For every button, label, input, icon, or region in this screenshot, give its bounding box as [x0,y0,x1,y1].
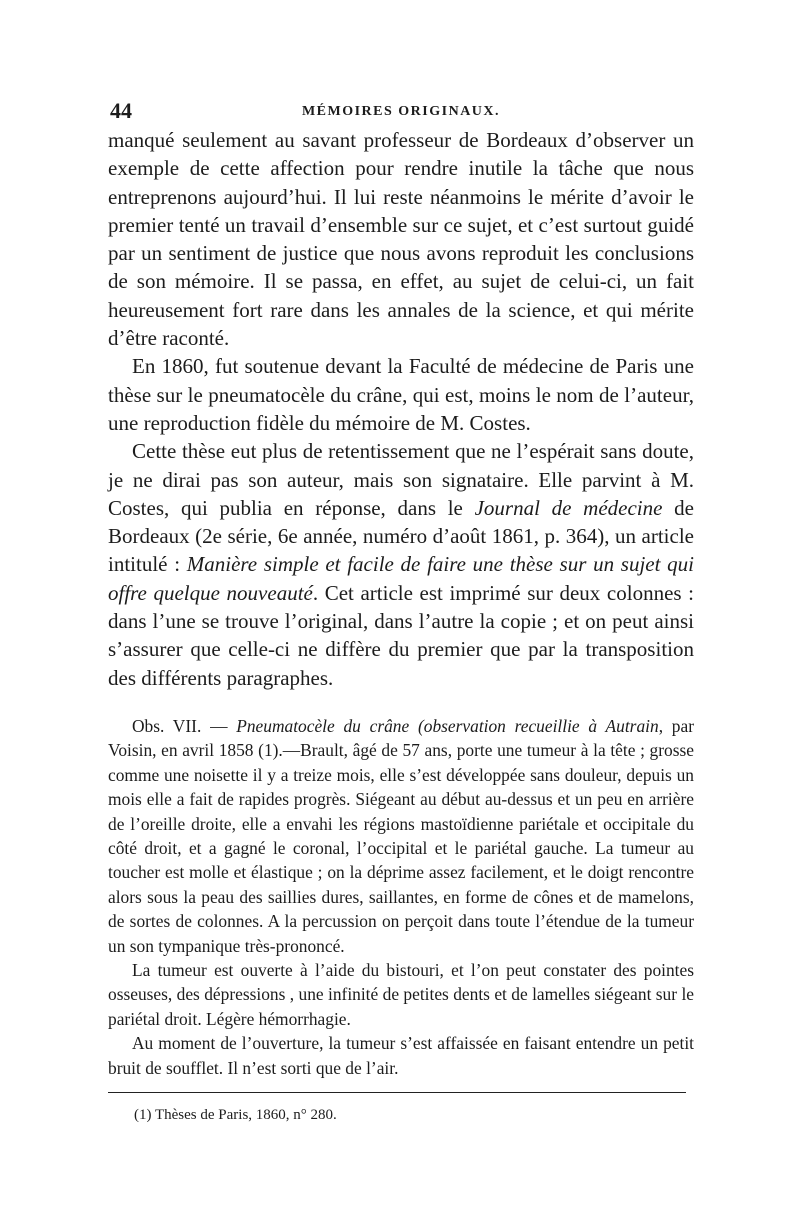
page [108,96,694,1125]
running-title: MÉMOIRES ORIGINAUX. [301,104,501,119]
observation-paragraph-1 [108,714,694,958]
journal-title: Journal de médecine [474,495,663,520]
running-head [108,96,694,126]
paragraph-3 [108,437,694,692]
observation-text: , par Voisin, en avril 1858 (1).—Brault, âgé de 57 ans, porte une tumeur à la tête ; grosse comme une noisette il y a treize mois, elle s’est développée sans douleur, depuis un mois elle a fait de rapides progrès. Siégeant au début au-dessus et un peu en arrière de l’oreille droite, elle a envahi les régions mastoïdienne pariétale et occipitale du côté droit, et a gagné le coronal, l’occipital et le pariétal gauche. La tumeur au toucher est molle et élastique ; on la déprime assez facilement, et le doigt rencontre alors sous la peau des saillies dures, saillantes, en forme de cônes et de mamelons, de sortes de colonnes. A la percussion on perçoit dans toute l’étendue de la tumeur un son tympanique très-prononcé. [108,715,694,956]
observation-dash: — [201,715,237,736]
article-title: Manière simple et facile de faire une thèse sur un sujet qui offre quelque nouveauté [108,552,695,605]
paragraph-3-part-b: de Bordeaux (2e série, 6e année, numéro d’août 1861, p. 364), un article intitulé : [108,495,695,577]
observation-label: Obs. VII. [132,715,202,736]
paragraph-2: En 1860, fut soutenue devant la Faculté de médecine de Paris une thèse sur le pneumatocèle du crâne, qui est, moins le nom de l’auteur, une reproduction fidèle du mémoire de M. Costes. [108,354,694,435]
observation-paragraph-2: La tumeur est ouverte à l’aide du bistouri, et l’on peut constater des pointes osseuses, des dépressions , une infinité de petites dents et de lamelles siégeant sur le pariétal droit. Légère hémorrhagie. [108,960,694,1029]
paragraph-1: manqué seulement au savant professeur de Bordeaux d’observer un exemple de cette affection pour rendre inutile la tâche que nous entreprenons aujourd’hui. Il lui reste néanmoins le mérite d’avoir le premier tenté un travail d’ensemble sur ce sujet, et c’est surtout guidé par un sentiment de justice que nous avons reproduit les conclusions de son mémoire. Il se passa, en effet, au sujet de celui-ci, un fait heureusement fort rare dans les annales de la science, et qui mérite d’être raconté. [108,128,694,351]
paragraph-3-part-c: . Cet article est imprimé sur deux colonnes : dans l’une se trouve l’original, dans l’autre la copie ; et on peut ainsi s’assurer que celle-ci ne diffère du premier que par la transposition des différents paragraphes. [108,580,694,690]
footnote-rule [108,1092,686,1093]
observation-paragraph-3: Au moment de l’ouverture, la tumeur s’est affaissée en faisant entendre un petit bruit de soufflet. Il n’est sorti que de l’air. [108,1033,694,1078]
main-text [108,126,694,692]
observation-block [108,714,694,1080]
footnote: (1) Thèses de Paris, 1860, n° 280. [134,1107,337,1124]
observation-title: Pneumatocèle du crâne (observation recueillie à Autrain [236,715,659,736]
paragraph-3-part-a: Cette thèse eut plus de retentissement que ne l’espérait sans doute, je ne dirai pas son auteur, mais son signataire. Elle parvint à M. Costes, qui publia en réponse, dans le [108,439,694,520]
page-number: 44 [110,98,132,123]
